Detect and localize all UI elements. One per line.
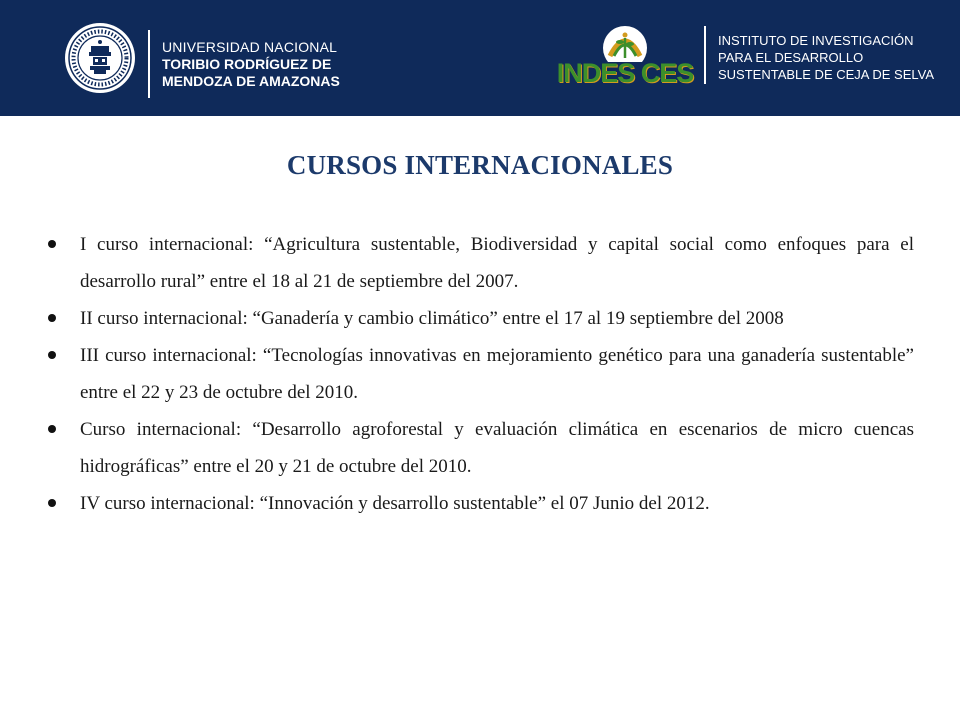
course-text: IV curso internacional: “Innovación y desarrollo sustentable” el 07 Junio del 2012. <box>80 493 710 514</box>
university-name-line1: UNIVERSIDAD NACIONAL <box>162 39 338 55</box>
bullet-icon <box>48 314 56 322</box>
institute-name-line2: PARA EL DESARROLLO <box>718 50 864 65</box>
header-banner <box>0 0 960 116</box>
list-item <box>46 411 914 485</box>
institute-name-line3: SUSTENTABLE DE CEJA DE SELVA <box>718 67 935 82</box>
university-name-line2: TORIBIO RODRÍGUEZ DE <box>162 56 332 72</box>
list-item <box>46 337 914 411</box>
header-divider-left <box>148 30 150 98</box>
plant-emblem-icon <box>556 22 694 62</box>
list-item <box>46 226 914 300</box>
page-title: CURSOS INTERNACIONALES <box>286 150 674 180</box>
course-text: I curso internacional: “Agricultura sustentable, Biodiversidad y capital social como enfoques para el desarrollo rural” entre el 18 al 21 de septiembre del 2007. <box>80 234 914 292</box>
bullet-icon <box>48 351 56 359</box>
institute-name-line1: INSTITUTO DE INVESTIGACIÓN <box>718 33 914 48</box>
course-text: II curso internacional: “Ganadería y cambio climático” entre el 17 al 19 septiembre del 2008 <box>80 308 784 329</box>
course-text: III curso internacional: “Tecnologías innovativas en mejoramiento genético para una ganadería sustentable” entre el 22 y 23 de octubre del 2010. <box>80 345 914 403</box>
institute-name <box>718 32 948 83</box>
header-divider-right <box>704 26 706 84</box>
university-name <box>162 39 392 90</box>
indes-ces-logo <box>556 22 694 88</box>
list-item <box>46 300 914 337</box>
bullet-icon <box>48 499 56 507</box>
bullet-icon <box>48 425 56 433</box>
bullet-icon <box>48 240 56 248</box>
course-text: Curso internacional: “Desarrollo agroforestal y evaluación climática en escenarios de micro cuencas hidrográficas” entre el 20 y 21 de octubre del 2010. <box>80 419 914 477</box>
course-list <box>46 226 914 522</box>
university-seal-icon <box>64 22 136 94</box>
logo-wordmark: INDES CES <box>556 58 694 88</box>
list-item <box>46 485 914 522</box>
university-name-line3: MENDOZA DE AMAZONAS <box>162 73 340 89</box>
